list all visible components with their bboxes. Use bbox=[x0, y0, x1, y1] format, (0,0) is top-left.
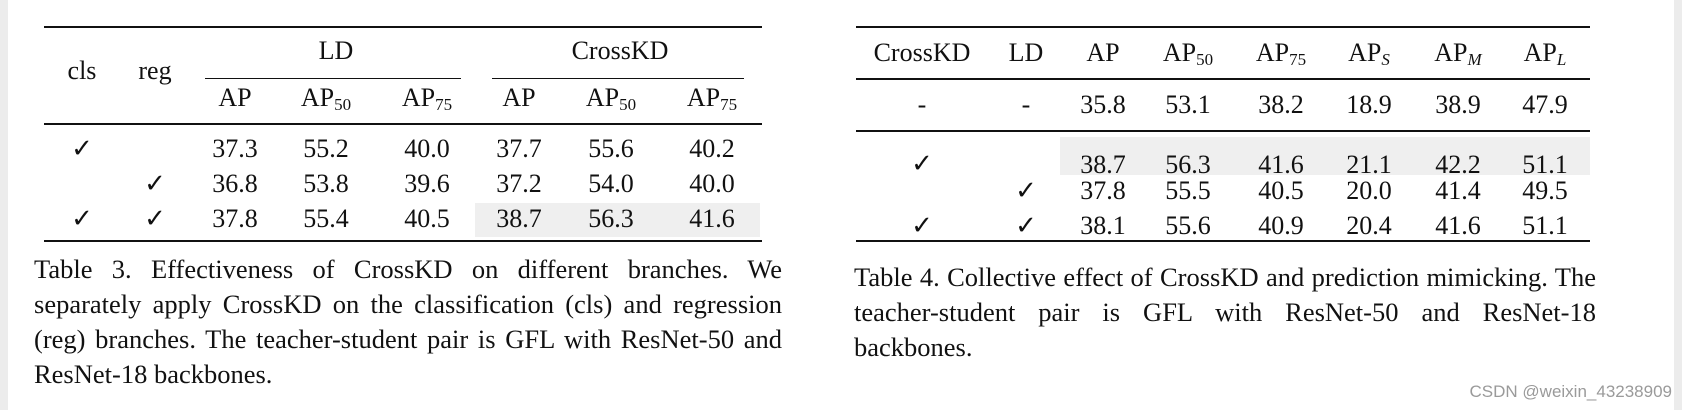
checkmark-cls: ✓ bbox=[71, 204, 93, 233]
header-rule bbox=[856, 78, 1590, 80]
metric-subscript: 75 bbox=[1289, 50, 1307, 69]
metric-subscript-text: S bbox=[1381, 50, 1390, 69]
table-cell: 56.3 bbox=[588, 204, 634, 233]
table-cell: 38.7 bbox=[1080, 150, 1126, 179]
column-header bbox=[862, 37, 982, 69]
checkmark-reg: ✓ bbox=[144, 204, 166, 233]
baseline-cell: 35.8 bbox=[1080, 90, 1126, 119]
table-cell: 41.4 bbox=[1435, 176, 1481, 205]
watermark: CSDN @weixin_43238909 bbox=[1469, 382, 1672, 401]
table-cell: 53.8 bbox=[303, 169, 349, 198]
metric-main: AP bbox=[686, 83, 721, 112]
table-cell: 37.7 bbox=[496, 134, 542, 163]
baseline-cell: 47.9 bbox=[1522, 90, 1568, 119]
table-cell: 40.9 bbox=[1258, 211, 1304, 240]
metric-main: AP bbox=[1348, 38, 1382, 67]
baseline-cell: 38.9 bbox=[1435, 90, 1481, 119]
column-header bbox=[1058, 37, 1148, 69]
metric-subscript: 50 bbox=[619, 95, 637, 114]
table-cell: 36.8 bbox=[212, 169, 258, 198]
baseline-ld: - bbox=[1021, 90, 1031, 119]
table-4-caption: Table 4. Collective effect of CrossKD and prediction mimicking. The teacher-student pair is GFL with ResNet-50 and ResNet-18 backbones. bbox=[854, 262, 1596, 362]
baseline-rule bbox=[856, 130, 1590, 132]
checkmark-crosskd: ✓ bbox=[911, 149, 933, 178]
table-cell: 41.6 bbox=[1258, 150, 1304, 179]
group-header-crosskd: CrossKD bbox=[571, 36, 669, 65]
table-cell: 37.8 bbox=[212, 204, 258, 233]
checkmark-cls: ✓ bbox=[71, 134, 93, 163]
table-3-caption: Table 3. Effectiveness of CrossKD on different branches. We separately apply CrossKD on the classification (cls) and regression (reg) branches. The teacher-student pair is GFL with ResNet-50 and ResNet-18 backbones. bbox=[34, 254, 782, 389]
metric-main: AP bbox=[1523, 38, 1557, 67]
table-cell: 40.5 bbox=[1258, 176, 1304, 205]
metric-subscript-text: L bbox=[1556, 50, 1567, 69]
table-cell: 40.0 bbox=[689, 169, 735, 198]
metric-main: AP bbox=[502, 83, 536, 112]
metric-main: LD bbox=[1008, 38, 1044, 67]
table-cell: 55.2 bbox=[303, 134, 349, 163]
table-cell: 54.0 bbox=[588, 169, 634, 198]
metric-main: AP bbox=[585, 83, 620, 112]
table-cell: 42.2 bbox=[1435, 150, 1481, 179]
table-cell: 40.0 bbox=[404, 134, 450, 163]
table-cell: 41.6 bbox=[689, 204, 735, 233]
baseline-cell: 53.1 bbox=[1165, 90, 1211, 119]
baseline-crosskd: - bbox=[917, 90, 927, 119]
metric-main: AP bbox=[218, 83, 252, 112]
metric-main: AP bbox=[401, 83, 436, 112]
metric-subscript bbox=[1557, 50, 1566, 69]
table-cell: 20.0 bbox=[1346, 176, 1392, 205]
column-header bbox=[1324, 37, 1414, 69]
table-cell: 40.2 bbox=[689, 134, 735, 163]
table-cell: 40.5 bbox=[404, 204, 450, 233]
metric-main: AP bbox=[300, 83, 335, 112]
metric-subscript: 75 bbox=[720, 95, 738, 114]
metric-subscript-text: M bbox=[1467, 50, 1482, 69]
group-header-ld: LD bbox=[318, 36, 354, 65]
table-cell: 56.3 bbox=[1165, 150, 1211, 179]
table-cell: 37.8 bbox=[1080, 176, 1126, 205]
checkmark-crosskd: ✓ bbox=[911, 211, 933, 240]
table-cell: 20.4 bbox=[1346, 211, 1392, 240]
header-cls: cls bbox=[67, 56, 97, 85]
table-cell: 55.5 bbox=[1165, 176, 1211, 205]
baseline-cell: 18.9 bbox=[1346, 90, 1392, 119]
table-cell: 49.5 bbox=[1522, 176, 1568, 205]
table-cell: 38.7 bbox=[496, 204, 542, 233]
column-header bbox=[1143, 37, 1233, 69]
baseline-cell: 38.2 bbox=[1258, 90, 1304, 119]
metric-main: AP bbox=[1162, 38, 1197, 67]
table-cell: 51.1 bbox=[1522, 150, 1568, 179]
table-cell: 51.1 bbox=[1522, 211, 1568, 240]
column-header bbox=[1500, 37, 1590, 69]
table-cell: 37.3 bbox=[212, 134, 258, 163]
metric-subscript: 50 bbox=[334, 95, 352, 114]
metric-main: CrossKD bbox=[873, 38, 971, 67]
table-cell: 55.4 bbox=[303, 204, 349, 233]
top-rule bbox=[856, 26, 1590, 28]
metric-subscript: 50 bbox=[1196, 50, 1214, 69]
metric-subscript bbox=[1468, 50, 1482, 69]
table-cell: 21.1 bbox=[1346, 150, 1392, 179]
metric-main: AP bbox=[1086, 38, 1120, 67]
metric-main: AP bbox=[1255, 38, 1290, 67]
checkmark-ld: ✓ bbox=[1015, 176, 1037, 205]
checkmark-reg: ✓ bbox=[144, 169, 166, 198]
table-cell: 38.1 bbox=[1080, 211, 1126, 240]
checkmark-ld: ✓ bbox=[1015, 211, 1037, 240]
table-cell: 39.6 bbox=[404, 169, 450, 198]
table-cell: 55.6 bbox=[1165, 211, 1211, 240]
column-header bbox=[1413, 37, 1503, 69]
metric-subscript: 75 bbox=[435, 95, 453, 114]
metric-main: AP bbox=[1434, 38, 1468, 67]
header-reg: reg bbox=[138, 56, 172, 85]
metric-subscript bbox=[1381, 50, 1390, 69]
bottom-rule bbox=[856, 240, 1590, 242]
table-cell: 55.6 bbox=[588, 134, 634, 163]
table-cell: 37.2 bbox=[496, 169, 542, 198]
table-cell: 41.6 bbox=[1435, 211, 1481, 240]
column-header bbox=[1236, 37, 1326, 69]
